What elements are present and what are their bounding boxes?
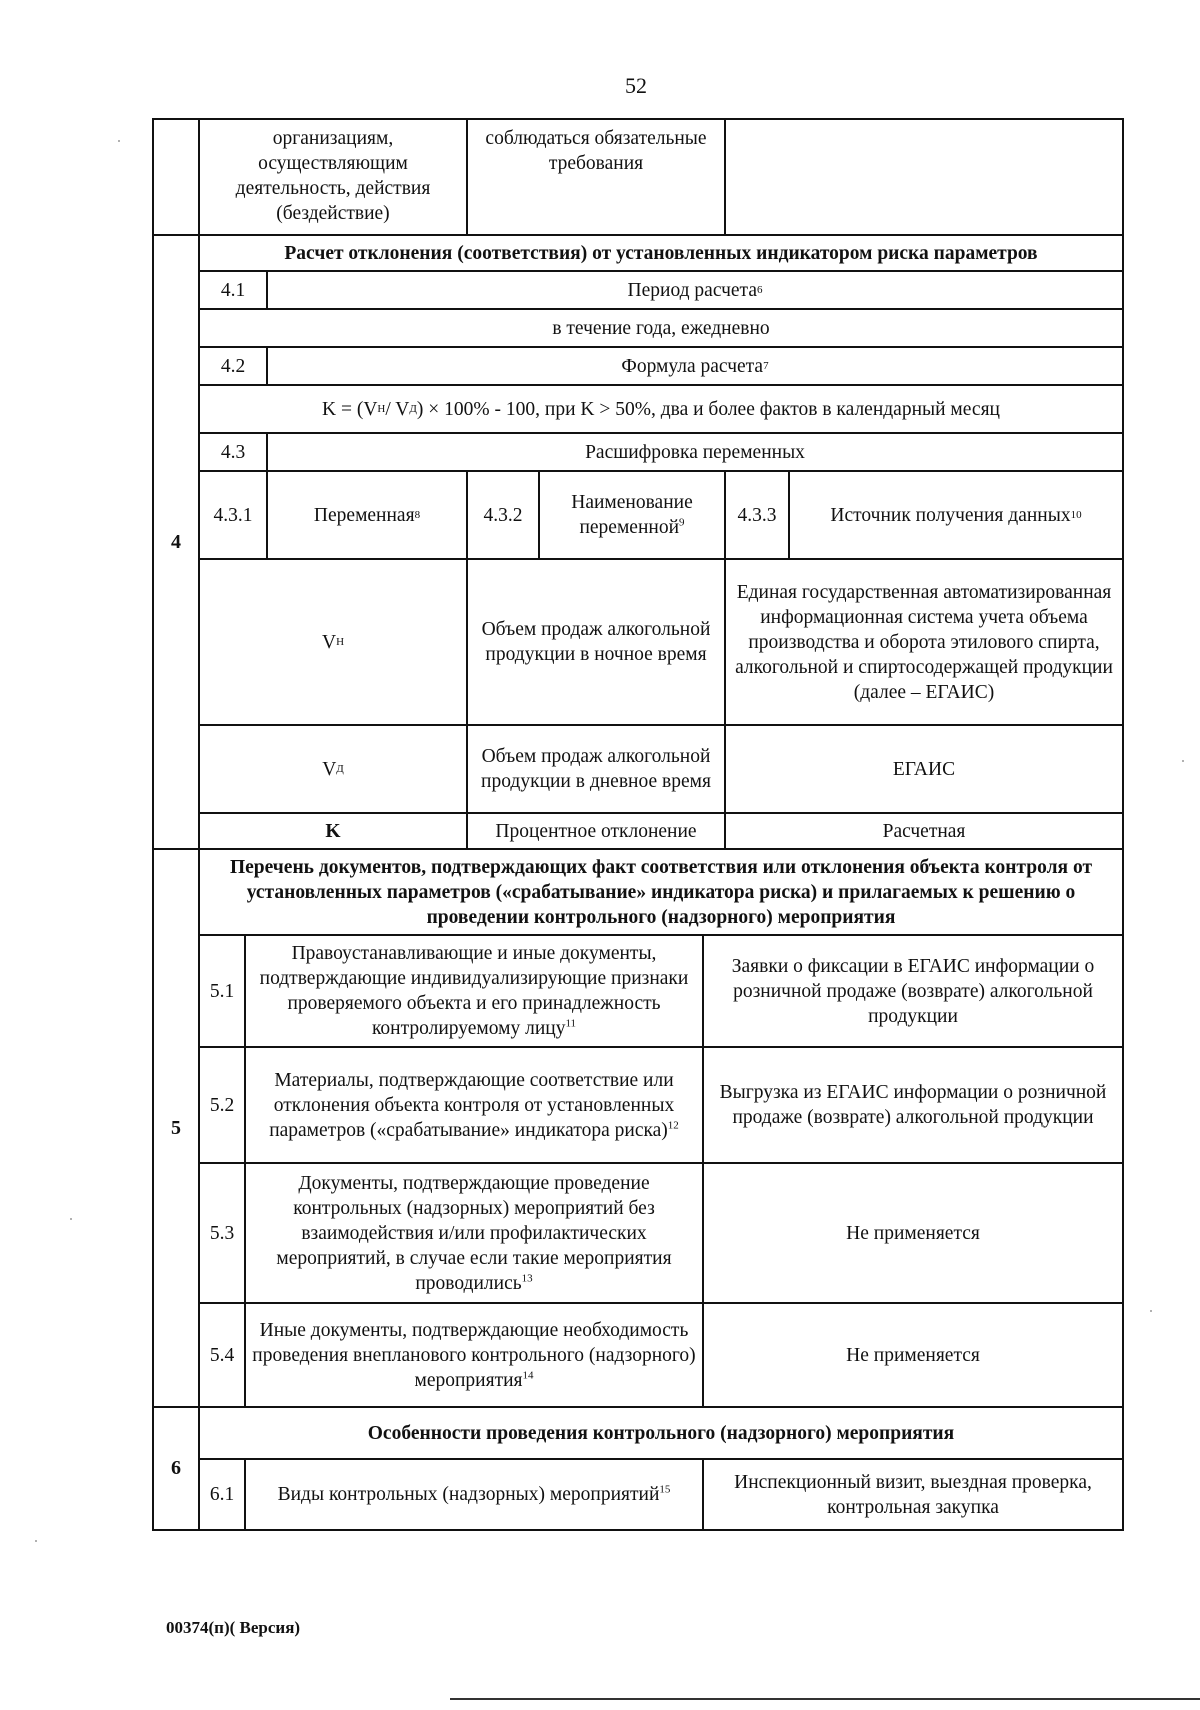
- item-5-3-value: Не применяется: [704, 1164, 1124, 1304]
- variable-vn-source: Единая государственная автоматизированная информационная система учета объема производства и оборота этилового спирта, алкогольной и спиртосодержащей продукции (далее – ЕГАИС): [726, 560, 1124, 726]
- section-4-heading: Расчет отклонения (соответствия) от установленных индикатором риска параметров: [200, 236, 1124, 272]
- continuation-col-a: организациям, осуществляющим деятельность, действия (бездействие): [200, 120, 468, 236]
- item-5-2-label: Материалы, подтверждающие соответствие или отклонения объекта контроля от установленных параметров («срабатывание» индикатора риска)$^{12}$: [246, 1048, 704, 1164]
- variable-vd-symbol: V Д: [200, 726, 468, 814]
- item-5-1-value: Заявки о фиксации в ЕГАИС информации о розничной продаже (возврате) алкогольной продукции: [704, 936, 1124, 1048]
- section-5-number: 5: [154, 850, 200, 1408]
- item-5-1-code: 5.1: [200, 936, 246, 1048]
- formula: K = (V Н / V Д ) × 100% - 100, при K > 50%, два и более фактов в календарный месяц: [200, 386, 1124, 434]
- item-6-1-label: Виды контрольных (надзорных) мероприятий$^{15}$: [246, 1460, 704, 1531]
- variable-vd-source: ЕГАИС: [726, 726, 1124, 814]
- continuation-number-cell: [154, 120, 200, 236]
- item-5-3-code: 5.3: [200, 1164, 246, 1304]
- scan-speck: [35, 1540, 37, 1542]
- item-5-3-label: Документы, подтверждающие проведение контрольных (надзорных) мероприятий без взаимодействия и/или профилактических мероприятий, в случае если такие мероприятия проводились$^{13}$: [246, 1164, 704, 1304]
- item-4-2-code: 4.2: [200, 348, 268, 386]
- page-number: 52: [625, 73, 647, 98]
- item-5-2-code: 5.2: [200, 1048, 246, 1164]
- section-5-heading: Перечень документов, подтверждающих факт соответствия или отклонения объекта контроля от установленных параметров («срабатывание» индикатора риска) и прилагаемых к решению о проведении контрольного (надзорного) мероприятия: [200, 850, 1124, 936]
- item-5-4-value: Не применяется: [704, 1304, 1124, 1408]
- section-6-heading: Особенности проведения контрольного (надзорного) мероприятия: [200, 1408, 1124, 1460]
- variable-vn-name: Объем продаж алкогольной продукции в ночное время: [468, 560, 726, 726]
- item-4-3-2-label: Наименование переменной$^9$: [540, 472, 726, 560]
- scan-speck: [70, 1218, 72, 1220]
- variable-vd-name: Объем продаж алкогольной продукции в дневное время: [468, 726, 726, 814]
- scan-speck: [118, 140, 120, 142]
- item-4-3-2-code: 4.3.2: [468, 472, 540, 560]
- item-4-3-code: 4.3: [200, 434, 268, 472]
- requirements-table: [152, 118, 1124, 1531]
- continuation-col-c: [726, 120, 1124, 236]
- item-4-3-3-label: Источник получения данных 10: [790, 472, 1124, 560]
- variable-vn-symbol: V Н: [200, 560, 468, 726]
- scan-speck: [1182, 760, 1184, 762]
- section-4-number: 4: [154, 236, 200, 850]
- document-code: 00374(п)( Версия): [166, 1618, 301, 1637]
- item-4-3-1-label: Переменная 8: [268, 472, 468, 560]
- section-6-number: 6: [154, 1408, 200, 1531]
- variable-k-source: Расчетная: [726, 814, 1124, 850]
- item-4-3-label: Расшифровка переменных: [268, 434, 1124, 472]
- item-4-3-1-code: 4.3.1: [200, 472, 268, 560]
- continuation-col-b: соблюдаться обязательные требования: [468, 120, 726, 236]
- item-5-1-label: Правоустанавливающие и иные документы, подтверждающие индивидуализирующие признаки проверяемого объекта и его принадлежность контролируемому лицу$^{11}$: [246, 936, 704, 1048]
- item-4-2-label: Формула расчета 7: [268, 348, 1124, 386]
- item-4-1-value: в течение года, ежедневно: [200, 310, 1124, 348]
- scan-edge-line: [450, 1698, 1200, 1700]
- item-4-1-code: 4.1: [200, 272, 268, 310]
- item-5-4-label: Иные документы, подтверждающие необходимость проведения внепланового контрольного (надзорного) мероприятия$^{14}$: [246, 1304, 704, 1408]
- item-6-1-value: Инспекционный визит, выездная проверка, контрольная закупка: [704, 1460, 1124, 1531]
- item-6-1-code: 6.1: [200, 1460, 246, 1531]
- item-4-1-label: Период расчета 6: [268, 272, 1124, 310]
- variable-k-name: Процентное отклонение: [468, 814, 726, 850]
- item-5-2-value: Выгрузка из ЕГАИС информации о розничной продаже (возврате) алкогольной продукции: [704, 1048, 1124, 1164]
- scan-speck: [1150, 1310, 1152, 1312]
- variable-k-symbol: K: [200, 814, 468, 850]
- item-5-4-code: 5.4: [200, 1304, 246, 1408]
- item-4-3-3-code: 4.3.3: [726, 472, 790, 560]
